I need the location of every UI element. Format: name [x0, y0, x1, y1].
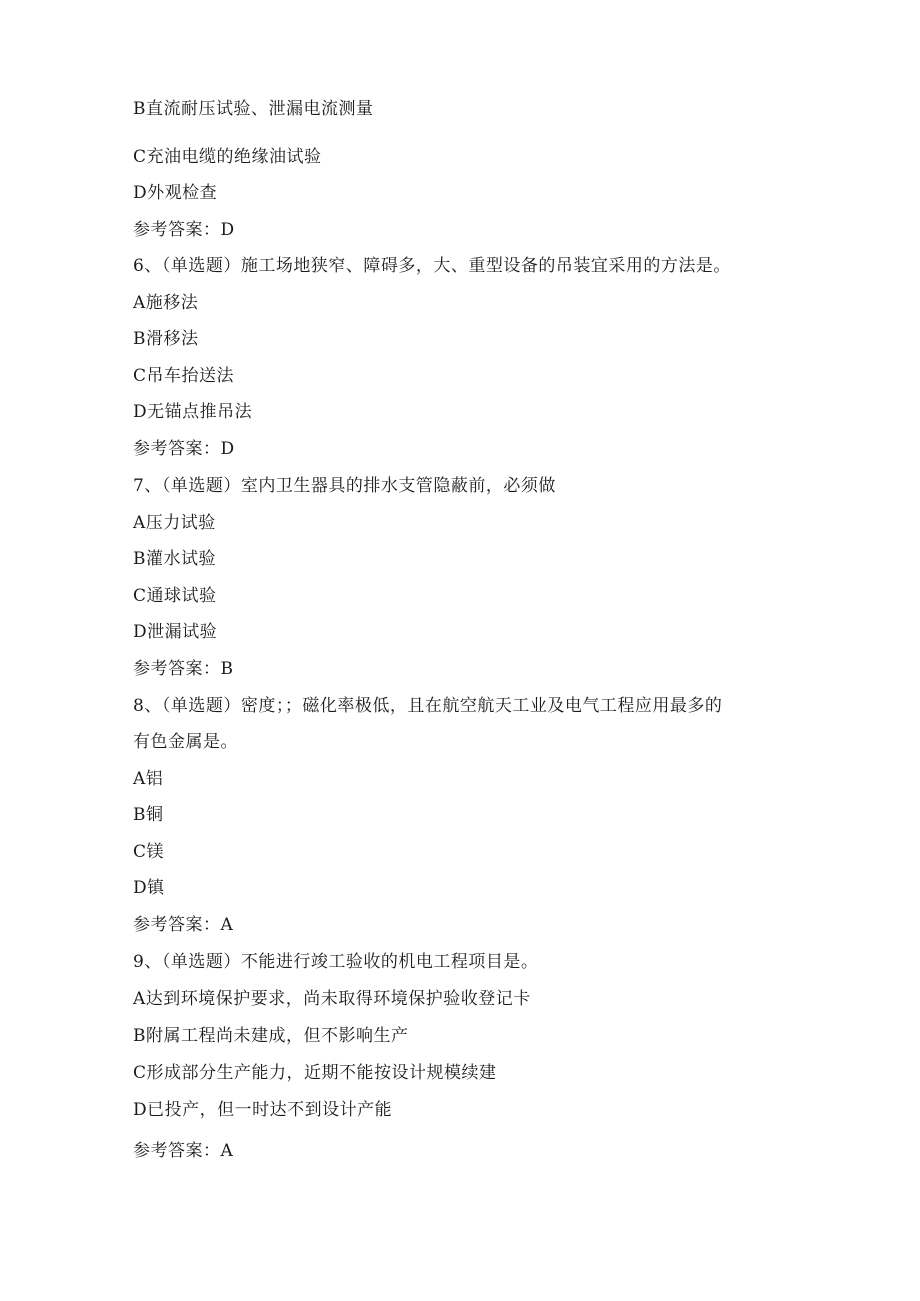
option-text: A压力试验: [133, 513, 216, 533]
question-stem: 6、（单选题）施工场地狭窄、障碍多，大、重型设备的吊装宜采用的方法是。: [133, 256, 731, 276]
option-text: D无锚点推吊法: [133, 402, 253, 422]
option-text: B滑移法: [133, 329, 199, 349]
answer-text: 参考答案：B: [133, 659, 234, 679]
option-text: D泄漏试验: [133, 622, 218, 642]
option-text: D外观检查: [133, 183, 218, 203]
option-text: D已投产，但一时达不到设计产能: [133, 1100, 393, 1120]
option-text: C镁: [133, 842, 165, 862]
option-text: B铜: [133, 805, 164, 825]
answer-text: 参考答案：A: [133, 1141, 234, 1161]
option-text: A达到环境保护要求，尚未取得环境保护验收登记卡: [133, 989, 531, 1009]
option-text: C形成部分生产能力，近期不能按设计规模续建: [133, 1063, 497, 1083]
question-stem-continued: 有色金属是。: [133, 732, 238, 752]
question-stem: 9、（单选题）不能进行竣工验收的机电工程项目是。: [133, 952, 539, 972]
option-text: B附属工程尚未建成，但不影响生产: [133, 1026, 409, 1046]
answer-text: 参考答案：A: [133, 915, 234, 935]
option-text: B直流耐压试验、泄漏电流测量: [133, 99, 374, 119]
answer-text: 参考答案：D: [133, 439, 235, 459]
option-text: D镇: [133, 878, 165, 898]
option-text: B灌水试验: [133, 549, 216, 569]
option-text: C通球试验: [133, 586, 217, 606]
option-text: C充油电缆的绝缘油试验: [133, 147, 322, 167]
option-text: C吊车抬送法: [133, 366, 235, 386]
answer-text: 参考答案：D: [133, 220, 235, 240]
option-text: A施移法: [133, 293, 199, 313]
question-stem: 7、（单选题）室内卫生器具的排水支管隐蔽前，必须做: [133, 476, 556, 496]
option-text: A铝: [133, 769, 164, 789]
question-stem: 8、（单选题）密度；；磁化率极低，且在航空航天工业及电气工程应用最多的: [133, 696, 723, 716]
